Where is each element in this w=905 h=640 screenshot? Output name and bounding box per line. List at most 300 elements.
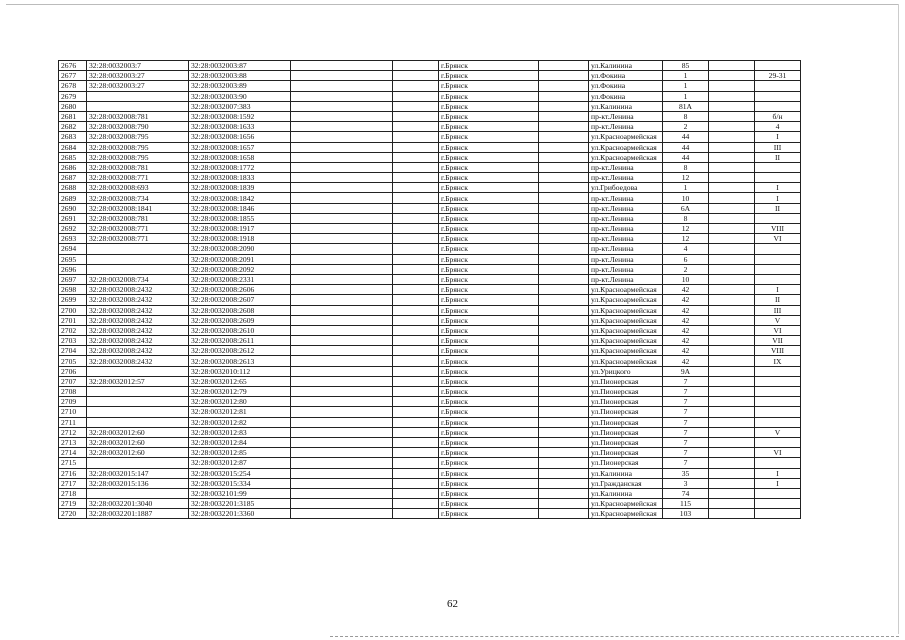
empty-cell bbox=[393, 244, 439, 254]
empty-cell bbox=[291, 437, 393, 447]
city-cell: г.Брянск bbox=[439, 122, 539, 132]
empty-cell bbox=[291, 244, 393, 254]
empty-cell bbox=[539, 244, 589, 254]
empty-cell bbox=[709, 325, 755, 335]
empty-cell bbox=[291, 509, 393, 519]
cadastral-number-cell: 32:28:0032008:2609 bbox=[189, 315, 291, 325]
empty-cell bbox=[291, 254, 393, 264]
empty-cell bbox=[539, 499, 589, 509]
city-cell: г.Брянск bbox=[439, 336, 539, 346]
street-cell: ул.Калинина bbox=[589, 101, 663, 111]
cadastral-number-cell: 32:28:0032008:1772 bbox=[189, 162, 291, 172]
empty-cell bbox=[393, 295, 439, 305]
city-cell: г.Брянск bbox=[439, 61, 539, 71]
row-number-cell: 2681 bbox=[59, 111, 87, 121]
street-cell: ул.Красноармейская bbox=[589, 305, 663, 315]
empty-cell bbox=[539, 111, 589, 121]
table-row bbox=[59, 142, 801, 152]
apartment-cell: VI bbox=[755, 325, 801, 335]
table-row bbox=[59, 346, 801, 356]
empty-cell bbox=[291, 417, 393, 427]
empty-cell bbox=[393, 122, 439, 132]
street-cell: ул.Красноармейская bbox=[589, 325, 663, 335]
empty-cell bbox=[709, 264, 755, 274]
empty-cell bbox=[709, 407, 755, 417]
empty-cell bbox=[291, 387, 393, 397]
cadastral-number-cell: 32:28:0032012:82 bbox=[189, 417, 291, 427]
parent-cadastral-number-cell: 32:28:0032008:1841 bbox=[87, 203, 189, 213]
table-row bbox=[59, 488, 801, 498]
house-number-cell: 9А bbox=[663, 366, 709, 376]
house-number-cell: 8 bbox=[663, 162, 709, 172]
cadastral-number-cell: 32:28:0032008:1592 bbox=[189, 111, 291, 121]
house-number-cell: 7 bbox=[663, 458, 709, 468]
row-number-cell: 2718 bbox=[59, 488, 87, 498]
city-cell: г.Брянск bbox=[439, 203, 539, 213]
table-row bbox=[59, 509, 801, 519]
empty-cell bbox=[291, 295, 393, 305]
parent-cadastral-number-cell: 32:28:0032012:57 bbox=[87, 376, 189, 386]
parent-cadastral-number-cell: 32:28:0032008:2432 bbox=[87, 295, 189, 305]
row-number-cell: 2676 bbox=[59, 61, 87, 71]
house-number-cell: 7 bbox=[663, 427, 709, 437]
empty-cell bbox=[393, 234, 439, 244]
street-cell: пр-кт.Ленина bbox=[589, 173, 663, 183]
row-number-cell: 2715 bbox=[59, 458, 87, 468]
city-cell: г.Брянск bbox=[439, 142, 539, 152]
table-row bbox=[59, 203, 801, 213]
empty-cell bbox=[709, 71, 755, 81]
table-row bbox=[59, 122, 801, 132]
table-row bbox=[59, 356, 801, 366]
city-cell: г.Брянск bbox=[439, 213, 539, 223]
cadastral-number-cell: 32:28:0032003:88 bbox=[189, 71, 291, 81]
street-cell: ул.Пионерская bbox=[589, 448, 663, 458]
parent-cadastral-number-cell: 32:28:0032012:60 bbox=[87, 427, 189, 437]
street-cell: ул.Красноармейская bbox=[589, 346, 663, 356]
empty-cell bbox=[291, 234, 393, 244]
apartment-cell: II bbox=[755, 203, 801, 213]
empty-cell bbox=[393, 173, 439, 183]
street-cell: ул.Урицкого bbox=[589, 366, 663, 376]
street-cell: ул.Пионерская bbox=[589, 376, 663, 386]
empty-cell bbox=[709, 448, 755, 458]
empty-cell bbox=[393, 478, 439, 488]
apartment-cell bbox=[755, 376, 801, 386]
empty-cell bbox=[291, 132, 393, 142]
parent-cadastral-number-cell: 32:28:0032003:27 bbox=[87, 71, 189, 81]
empty-cell bbox=[291, 162, 393, 172]
row-number-cell: 2703 bbox=[59, 336, 87, 346]
apartment-cell: VIII bbox=[755, 224, 801, 234]
parent-cadastral-number-cell: 32:28:0032201:3040 bbox=[87, 499, 189, 509]
cadastral-number-cell: 32:28:0032201:3360 bbox=[189, 509, 291, 519]
empty-cell bbox=[709, 152, 755, 162]
empty-cell bbox=[393, 448, 439, 458]
empty-cell bbox=[539, 81, 589, 91]
row-number-cell: 2711 bbox=[59, 417, 87, 427]
row-number-cell: 2705 bbox=[59, 356, 87, 366]
empty-cell bbox=[291, 285, 393, 295]
parent-cadastral-number-cell: 32:28:0032008:781 bbox=[87, 162, 189, 172]
empty-cell bbox=[709, 315, 755, 325]
apartment-cell: VIII bbox=[755, 346, 801, 356]
empty-cell bbox=[709, 111, 755, 121]
empty-cell bbox=[393, 71, 439, 81]
page-top-border bbox=[6, 4, 899, 5]
empty-cell bbox=[709, 122, 755, 132]
house-number-cell: 1 bbox=[663, 81, 709, 91]
house-number-cell: 42 bbox=[663, 325, 709, 335]
empty-cell bbox=[709, 458, 755, 468]
house-number-cell: 7 bbox=[663, 397, 709, 407]
cadastral-number-cell: 32:28:0032008:2610 bbox=[189, 325, 291, 335]
empty-cell bbox=[393, 397, 439, 407]
cadastral-number-cell: 32:28:0032012:80 bbox=[189, 397, 291, 407]
row-number-cell: 2706 bbox=[59, 366, 87, 376]
table-row bbox=[59, 162, 801, 172]
empty-cell bbox=[709, 417, 755, 427]
street-cell: пр-кт.Ленина bbox=[589, 254, 663, 264]
apartment-cell bbox=[755, 397, 801, 407]
empty-cell bbox=[709, 305, 755, 315]
parent-cadastral-number-cell: 32:28:0032201:1887 bbox=[87, 509, 189, 519]
empty-cell bbox=[539, 122, 589, 132]
table-row bbox=[59, 193, 801, 203]
city-cell: г.Брянск bbox=[439, 366, 539, 376]
empty-cell bbox=[393, 285, 439, 295]
table-row bbox=[59, 325, 801, 335]
empty-cell bbox=[539, 173, 589, 183]
street-cell: пр-кт.Ленина bbox=[589, 274, 663, 284]
house-number-cell: 10 bbox=[663, 274, 709, 284]
empty-cell bbox=[539, 91, 589, 101]
city-cell: г.Брянск bbox=[439, 315, 539, 325]
street-cell: ул.Красноармейская bbox=[589, 295, 663, 305]
apartment-cell: I bbox=[755, 468, 801, 478]
street-cell: ул.Пионерская bbox=[589, 427, 663, 437]
street-cell: пр-кт.Ленина bbox=[589, 122, 663, 132]
house-number-cell: 44 bbox=[663, 152, 709, 162]
empty-cell bbox=[393, 213, 439, 223]
empty-cell bbox=[709, 142, 755, 152]
cadastral-number-cell: 32:28:0032003:90 bbox=[189, 91, 291, 101]
parent-cadastral-number-cell: 32:28:0032008:781 bbox=[87, 213, 189, 223]
parent-cadastral-number-cell: 32:28:0032008:771 bbox=[87, 234, 189, 244]
apartment-cell bbox=[755, 213, 801, 223]
cadastral-number-cell: 32:28:0032015:254 bbox=[189, 468, 291, 478]
city-cell: г.Брянск bbox=[439, 244, 539, 254]
parent-cadastral-number-cell: 32:28:0032008:771 bbox=[87, 224, 189, 234]
street-cell: ул.Красноармейская bbox=[589, 132, 663, 142]
city-cell: г.Брянск bbox=[439, 91, 539, 101]
cadastral-number-cell: 32:28:0032012:81 bbox=[189, 407, 291, 417]
parent-cadastral-number-cell: 32:28:0032008:771 bbox=[87, 173, 189, 183]
table-row bbox=[59, 173, 801, 183]
house-number-cell: 2 bbox=[663, 264, 709, 274]
empty-cell bbox=[539, 437, 589, 447]
apartment-cell bbox=[755, 264, 801, 274]
cadastral-number-cell: 32:28:0032012:85 bbox=[189, 448, 291, 458]
street-cell: ул.Пионерская bbox=[589, 387, 663, 397]
parent-cadastral-number-cell: 32:28:0032008:2432 bbox=[87, 356, 189, 366]
empty-cell bbox=[291, 305, 393, 315]
table-row bbox=[59, 91, 801, 101]
city-cell: г.Брянск bbox=[439, 407, 539, 417]
city-cell: г.Брянск bbox=[439, 397, 539, 407]
street-cell: ул.Фокина bbox=[589, 91, 663, 101]
city-cell: г.Брянск bbox=[439, 448, 539, 458]
city-cell: г.Брянск bbox=[439, 468, 539, 478]
city-cell: г.Брянск bbox=[439, 264, 539, 274]
empty-cell bbox=[539, 234, 589, 244]
house-number-cell: 7 bbox=[663, 387, 709, 397]
empty-cell bbox=[291, 325, 393, 335]
row-number-cell: 2712 bbox=[59, 427, 87, 437]
parent-cadastral-number-cell: 32:28:0032012:60 bbox=[87, 437, 189, 447]
cadastral-number-cell: 32:28:0032008:2607 bbox=[189, 295, 291, 305]
table-row bbox=[59, 458, 801, 468]
row-number-cell: 2683 bbox=[59, 132, 87, 142]
empty-cell bbox=[709, 132, 755, 142]
apartment-cell bbox=[755, 91, 801, 101]
house-number-cell: 42 bbox=[663, 336, 709, 346]
apartment-cell: I bbox=[755, 193, 801, 203]
city-cell: г.Брянск bbox=[439, 71, 539, 81]
apartment-cell: II bbox=[755, 295, 801, 305]
empty-cell bbox=[709, 234, 755, 244]
house-number-cell: 42 bbox=[663, 305, 709, 315]
empty-cell bbox=[709, 488, 755, 498]
apartment-cell bbox=[755, 499, 801, 509]
empty-cell bbox=[291, 407, 393, 417]
cadastral-number-cell: 32:28:0032008:2331 bbox=[189, 274, 291, 284]
empty-cell bbox=[291, 61, 393, 71]
empty-cell bbox=[291, 122, 393, 132]
empty-cell bbox=[539, 407, 589, 417]
apartment-cell: VII bbox=[755, 336, 801, 346]
row-number-cell: 2678 bbox=[59, 81, 87, 91]
house-number-cell: 7 bbox=[663, 376, 709, 386]
cadastral-number-cell: 32:28:0032008:1839 bbox=[189, 183, 291, 193]
row-number-cell: 2719 bbox=[59, 499, 87, 509]
empty-cell bbox=[709, 91, 755, 101]
empty-cell bbox=[393, 274, 439, 284]
city-cell: г.Брянск bbox=[439, 325, 539, 335]
empty-cell bbox=[709, 295, 755, 305]
empty-cell bbox=[291, 81, 393, 91]
empty-cell bbox=[709, 81, 755, 91]
house-number-cell: 42 bbox=[663, 346, 709, 356]
house-number-cell: 44 bbox=[663, 142, 709, 152]
apartment-cell: б/н bbox=[755, 111, 801, 121]
house-number-cell: 7 bbox=[663, 407, 709, 417]
row-number-cell: 2701 bbox=[59, 315, 87, 325]
table-row bbox=[59, 234, 801, 244]
row-number-cell: 2680 bbox=[59, 101, 87, 111]
empty-cell bbox=[709, 387, 755, 397]
empty-cell bbox=[539, 305, 589, 315]
empty-cell bbox=[291, 346, 393, 356]
apartment-cell: II bbox=[755, 152, 801, 162]
street-cell: ул.Пионерская bbox=[589, 407, 663, 417]
empty-cell bbox=[393, 61, 439, 71]
empty-cell bbox=[393, 193, 439, 203]
empty-cell bbox=[539, 336, 589, 346]
cadastral-number-cell: 32:28:0032008:2090 bbox=[189, 244, 291, 254]
house-number-cell: 10 bbox=[663, 193, 709, 203]
row-number-cell: 2690 bbox=[59, 203, 87, 213]
page-number: 62 bbox=[447, 598, 458, 610]
parent-cadastral-number-cell: 32:28:0032008:795 bbox=[87, 152, 189, 162]
city-cell: г.Брянск bbox=[439, 417, 539, 427]
apartment-cell bbox=[755, 366, 801, 376]
page-right-border bbox=[898, 4, 899, 634]
apartment-cell bbox=[755, 509, 801, 519]
table-row bbox=[59, 305, 801, 315]
apartment-cell: IX bbox=[755, 356, 801, 366]
empty-cell bbox=[709, 61, 755, 71]
house-number-cell: 8 bbox=[663, 111, 709, 121]
empty-cell bbox=[709, 478, 755, 488]
city-cell: г.Брянск bbox=[439, 183, 539, 193]
empty-cell bbox=[393, 366, 439, 376]
empty-cell bbox=[393, 91, 439, 101]
empty-cell bbox=[393, 427, 439, 437]
cadastral-number-cell: 32:28:0032008:2608 bbox=[189, 305, 291, 315]
empty-cell bbox=[393, 152, 439, 162]
house-number-cell: 85 bbox=[663, 61, 709, 71]
empty-cell bbox=[539, 71, 589, 81]
street-cell: ул.Калинина bbox=[589, 61, 663, 71]
house-number-cell: 12 bbox=[663, 234, 709, 244]
apartment-cell bbox=[755, 407, 801, 417]
empty-cell bbox=[291, 274, 393, 284]
empty-cell bbox=[393, 458, 439, 468]
empty-cell bbox=[539, 183, 589, 193]
city-cell: г.Брянск bbox=[439, 509, 539, 519]
row-number-cell: 2686 bbox=[59, 162, 87, 172]
house-number-cell: 35 bbox=[663, 468, 709, 478]
parent-cadastral-number-cell bbox=[87, 264, 189, 274]
cadastral-number-cell: 32:28:0032008:1917 bbox=[189, 224, 291, 234]
parent-cadastral-number-cell: 32:28:0032008:790 bbox=[87, 122, 189, 132]
city-cell: г.Брянск bbox=[439, 499, 539, 509]
city-cell: г.Брянск bbox=[439, 305, 539, 315]
table-row bbox=[59, 499, 801, 509]
empty-cell bbox=[291, 376, 393, 386]
page-bottom-border bbox=[330, 636, 899, 637]
empty-cell bbox=[291, 468, 393, 478]
cadastral-number-cell: 32:28:0032101:99 bbox=[189, 488, 291, 498]
apartment-cell bbox=[755, 81, 801, 91]
empty-cell bbox=[393, 376, 439, 386]
empty-cell bbox=[393, 315, 439, 325]
city-cell: г.Брянск bbox=[439, 356, 539, 366]
row-number-cell: 2684 bbox=[59, 142, 87, 152]
empty-cell bbox=[539, 162, 589, 172]
apartment-cell bbox=[755, 162, 801, 172]
apartment-cell bbox=[755, 61, 801, 71]
house-number-cell: 7 bbox=[663, 417, 709, 427]
parent-cadastral-number-cell: 32:28:0032008:795 bbox=[87, 142, 189, 152]
street-cell: ул.Красноармейская bbox=[589, 315, 663, 325]
empty-cell bbox=[393, 132, 439, 142]
cadastral-number-cell: 32:28:0032012:84 bbox=[189, 437, 291, 447]
empty-cell bbox=[291, 224, 393, 234]
empty-cell bbox=[291, 488, 393, 498]
empty-cell bbox=[393, 254, 439, 264]
street-cell: пр-кт.Ленина bbox=[589, 234, 663, 244]
cadastral-number-cell: 32:28:0032008:1918 bbox=[189, 234, 291, 244]
parent-cadastral-number-cell: 32:28:0032008:2432 bbox=[87, 325, 189, 335]
table-row bbox=[59, 244, 801, 254]
table-row bbox=[59, 111, 801, 121]
empty-cell bbox=[709, 346, 755, 356]
street-cell: пр-кт.Ленина bbox=[589, 203, 663, 213]
empty-cell bbox=[709, 285, 755, 295]
empty-cell bbox=[539, 387, 589, 397]
table-row bbox=[59, 285, 801, 295]
house-number-cell: 115 bbox=[663, 499, 709, 509]
street-cell: ул.Красноармейская bbox=[589, 285, 663, 295]
parent-cadastral-number-cell bbox=[87, 366, 189, 376]
city-cell: г.Брянск bbox=[439, 295, 539, 305]
table-body bbox=[59, 61, 801, 519]
city-cell: г.Брянск bbox=[439, 132, 539, 142]
empty-cell bbox=[709, 254, 755, 264]
empty-cell bbox=[291, 458, 393, 468]
empty-cell bbox=[393, 224, 439, 234]
empty-cell bbox=[291, 183, 393, 193]
empty-cell bbox=[291, 448, 393, 458]
table-row bbox=[59, 417, 801, 427]
parent-cadastral-number-cell bbox=[87, 417, 189, 427]
apartment-cell: VI bbox=[755, 234, 801, 244]
empty-cell bbox=[393, 101, 439, 111]
empty-cell bbox=[539, 488, 589, 498]
cadastral-number-cell: 32:28:0032008:2092 bbox=[189, 264, 291, 274]
empty-cell bbox=[539, 274, 589, 284]
empty-cell bbox=[539, 132, 589, 142]
apartment-cell bbox=[755, 458, 801, 468]
table-row bbox=[59, 132, 801, 142]
apartment-cell: I bbox=[755, 132, 801, 142]
empty-cell bbox=[539, 193, 589, 203]
empty-cell bbox=[291, 315, 393, 325]
empty-cell bbox=[393, 509, 439, 519]
house-number-cell: 12 bbox=[663, 224, 709, 234]
street-cell: ул.Красноармейская bbox=[589, 509, 663, 519]
street-cell: пр-кт.Ленина bbox=[589, 244, 663, 254]
empty-cell bbox=[539, 101, 589, 111]
row-number-cell: 2704 bbox=[59, 346, 87, 356]
street-cell: ул.Гражданская bbox=[589, 478, 663, 488]
empty-cell bbox=[291, 427, 393, 437]
empty-cell bbox=[393, 336, 439, 346]
city-cell: г.Брянск bbox=[439, 427, 539, 437]
row-number-cell: 2693 bbox=[59, 234, 87, 244]
parent-cadastral-number-cell bbox=[87, 101, 189, 111]
cadastral-number-cell: 32:28:0032010:112 bbox=[189, 366, 291, 376]
city-cell: г.Брянск bbox=[439, 81, 539, 91]
row-number-cell: 2702 bbox=[59, 325, 87, 335]
empty-cell bbox=[539, 397, 589, 407]
row-number-cell: 2692 bbox=[59, 224, 87, 234]
row-number-cell: 2716 bbox=[59, 468, 87, 478]
cadastral-number-cell: 32:28:0032015:334 bbox=[189, 478, 291, 488]
city-cell: г.Брянск bbox=[439, 285, 539, 295]
